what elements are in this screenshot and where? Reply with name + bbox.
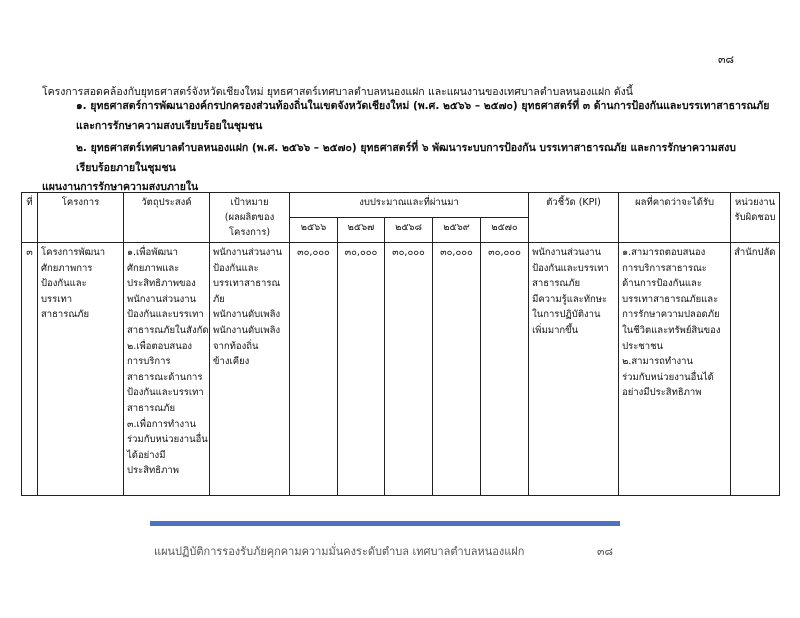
cell-line: พนักงานส่วนงาน xyxy=(532,247,602,258)
cell-line: ๑.เพื่อพัฒนา xyxy=(127,247,178,258)
header-expected: ผลที่คาดว่าจะได้รับ xyxy=(619,193,731,243)
row-budget-2569: ๓๐,๐๐๐ xyxy=(433,243,481,496)
cell-line: ป้องกันและ xyxy=(213,262,259,274)
header-budget: งบประมาณและที่ผ่านมา xyxy=(290,193,529,218)
cell-line: ข้างเคียง xyxy=(213,356,250,368)
cell-line: พนักงานส่วนงาน xyxy=(127,293,197,305)
strategy-item-2-line: เรียบร้อยภายในชุมชน xyxy=(76,162,176,174)
header-no: ที่ xyxy=(22,193,38,243)
cell-line: การบริการสาธารณะ xyxy=(622,262,707,274)
cell-line: พนักงานส่วนงาน xyxy=(213,247,283,258)
cell-line: ร่วมกับหน่วยงานอื่นได้ xyxy=(622,371,714,383)
header-agency xyxy=(731,193,780,243)
cell-line: ในการปฏิบัติงาน xyxy=(532,309,601,321)
cell-line: จากท้องถิ่น xyxy=(213,340,259,352)
header-project: โครงการ xyxy=(38,193,124,243)
cell-line: ๑.สามารถตอบสนอง xyxy=(622,247,706,258)
header-agency-line: รับผิดชอบ xyxy=(734,212,776,223)
row-kpi xyxy=(529,243,619,496)
cell-line: ศักยภาพและ xyxy=(127,262,180,274)
footer-page-number: ๓๘ xyxy=(597,545,614,558)
row-target xyxy=(210,243,290,496)
cell-line: บรรเทา xyxy=(41,293,73,305)
header-year: ๒๕๖๘ xyxy=(385,218,433,243)
cell-line: บรรเทาสาธารณภัยและ xyxy=(622,293,719,305)
header-year: ๒๕๖๙ xyxy=(433,218,481,243)
project-table xyxy=(21,192,780,496)
cell-line: เพิ่มมากขึ้น xyxy=(532,324,579,336)
header-objective: วัตถุประสงค์ xyxy=(124,193,210,243)
cell-line: ประสิทธิภาพ xyxy=(127,465,179,477)
header-year: ๒๕๖๗ xyxy=(338,218,385,243)
cell-line: ๒.เพื่อตอบสนอง xyxy=(127,340,193,352)
cell-line: ๓.เพื่อการทำงาน xyxy=(127,418,196,430)
cell-line: ศักยภาพการ xyxy=(41,262,93,274)
row-no: ๓ xyxy=(22,243,38,496)
cell-line: อย่างมีประสิทธิภาพ xyxy=(622,387,702,399)
cell-line: พนักงานดับเพลิง xyxy=(213,309,281,321)
cell-line: ป้องกันและบรรเทา xyxy=(127,309,204,321)
cell-line: ร่วมกับหน่วยงานอื่น xyxy=(127,434,208,446)
row-budget-2566: ๓๐,๐๐๐ xyxy=(290,243,338,496)
strategy-item-1-line: ๑. ยุทธศาสตร์การพัฒนาองค์กรปกครองส่วนท้องถิ่นในเขตจังหวัดเชียงใหม่ (พ.ศ. ๒๕๖๖ – ๒๕๗๐) ยุทธศาสตร์ที่ ๓ ด้านการป้องกันและบรรเทาสาธารณภัย xyxy=(76,100,770,112)
strategy-item-2-line: ๒. ยุทธศาสตร์เทศบาลตำบลหนองแฝก (พ.ศ. ๒๕๖๖ – ๒๕๗๐) ยุทธศาสตร์ที่ ๖ พัฒนาระบบการป้องกัน บรรเทาสาธารณภัย และการรักษาความสงบ xyxy=(76,142,736,154)
row-budget-2570: ๓๐,๐๐๐ xyxy=(481,243,529,496)
row-budget-2567: ๓๐,๐๐๐ xyxy=(338,243,385,496)
cell-line: พนักงานดับเพลิง xyxy=(213,324,281,336)
cell-line: ป้องกันและบรรเทา xyxy=(532,262,609,274)
header-year: ๒๕๖๖ xyxy=(290,218,338,243)
cell-line: ๒.สามารถทำงาน xyxy=(622,356,693,368)
header-kpi: ตัวชี้วัด (KPI) xyxy=(529,193,619,243)
header-target-line: โครงการ) xyxy=(228,227,271,238)
cell-line: ได้อย่างมี xyxy=(127,449,166,461)
table-row xyxy=(22,243,780,496)
row-expected xyxy=(619,243,731,496)
row-objective xyxy=(124,243,210,496)
cell-line: ป้องกันและบรรเทา xyxy=(127,387,204,399)
cell-line: สาธารณะด้านการ xyxy=(127,371,203,383)
strategy-item-1-line: และการรักษาความสงบเรียบร้อยในชุมชน xyxy=(76,120,263,132)
strategy-item-2 xyxy=(76,138,736,178)
header-target-line: เป้าหมาย xyxy=(230,197,269,208)
cell-line: สาธารณภัย xyxy=(127,402,176,414)
cell-line: ประชาชน xyxy=(622,340,664,352)
cell-line: ภัย xyxy=(213,293,225,305)
row-project xyxy=(38,243,124,496)
cell-line: ในชีวิตและทรัพย์สินของ xyxy=(622,324,721,336)
header-year: ๒๕๗๐ xyxy=(481,218,529,243)
strategy-item-1 xyxy=(76,96,769,136)
plan-label: แผนงานการรักษาความสงบภายใน xyxy=(42,181,199,193)
footer-title: แผนปฏิบัติการรองรับภัยคุกคามความมั่นคงระดับตำบล เทศบาลตำบลหนองแฝก xyxy=(154,545,525,558)
header-target-line: (ผลผลิตของ xyxy=(224,212,275,223)
cell-line: สาธารณภัย xyxy=(532,278,581,290)
row-agency: สำนักปลัด xyxy=(731,243,780,496)
cell-line: ด้านการป้องกันและ xyxy=(622,278,702,290)
cell-line: โครงการพัฒนา xyxy=(41,247,106,258)
intro-text: โครงการสอดคล้องกับยุทธศาสตร์จังหวัดเชียงใหม่ ยุทธศาสตร์เทศบาลตำบลหนองแฝก และแผนงานของเทศบาลตำบลหนองแฝก ดังนี้ xyxy=(42,86,633,98)
cell-line: ประสิทธิภาพของ xyxy=(127,278,196,290)
cell-line: บรรเทาสาธารณ xyxy=(213,278,281,290)
header-target xyxy=(210,193,290,243)
cell-line: การบริการ xyxy=(127,356,171,368)
row-budget-2568: ๓๐,๐๐๐ xyxy=(385,243,433,496)
header-agency-line: หน่วยงาน xyxy=(735,197,776,208)
page-number: ๓๘ xyxy=(718,53,735,66)
cell-line: มีความรู้และทักษะ xyxy=(532,293,608,305)
cell-line: สาธารณภัย xyxy=(41,309,90,321)
cell-line: การรักษาความปลอดภัย xyxy=(622,309,720,321)
cell-line: ป้องกันและ xyxy=(41,278,87,290)
cell-line: สาธารณภัยในสังกัด xyxy=(127,324,209,336)
footer-bar xyxy=(150,521,620,526)
